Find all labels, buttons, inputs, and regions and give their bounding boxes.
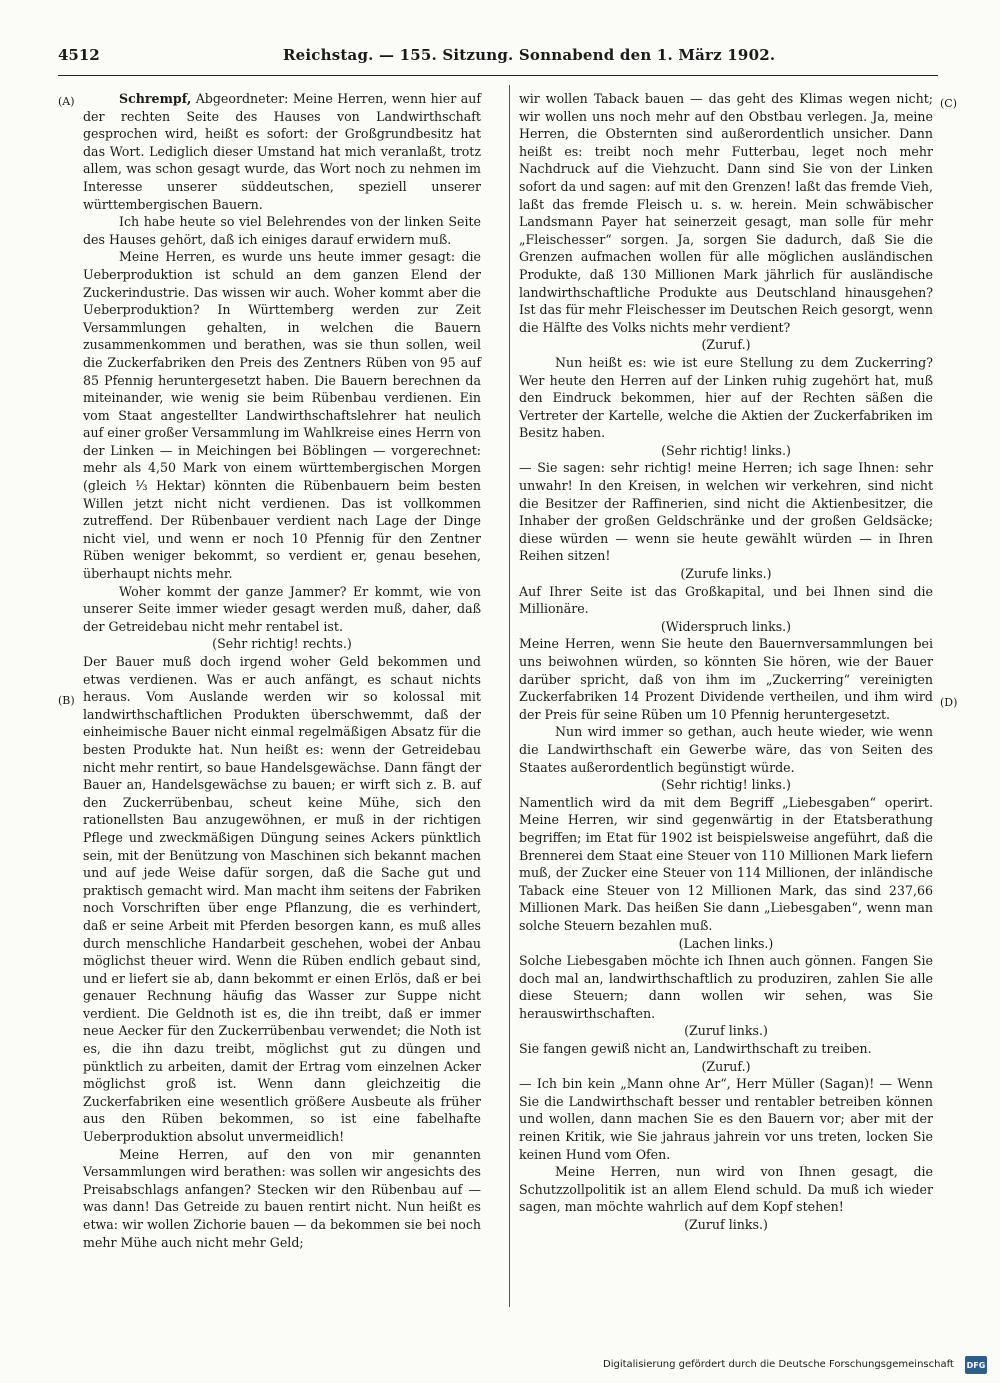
interjection: (Lachen links.) [678,935,774,951]
interjection: (Zuruf.) [701,337,751,353]
margin-marker-c: (C) [940,97,957,110]
paragraph: Sie fangen gewiß nicht an, Landwirthschaft zu treiben. [519,1041,872,1057]
paragraph: Meine Herren, es wurde uns heute immer gesagt: die Ueberproduktion ist schuld an dem ganzen Elend der Zuckerindustrie. Das wissen wir auch. Woher kommt aber die Ueberproduktion? In Württemberg werden zur Zeit Versammlungen gehalten, in welchen die Bauern zusammenkommen und berathen, was sie thun sollen, weil die Zuckerfabriken den Preis des Zentners Rüben von 95 auf 85 Pfennig heruntergesetzt haben. Die Bauern berechnen da miteinander, wie wenig sie beim Rübenbau verdienen. Ein vom Staat angestellter Landwirthschaftslehrer hat neulich auf einer großer Versammlung im Wahlkreise eines Herrn von der Linken — in Meichingen bei Böblingen — vorgerechnet: mehr als 4,50 Mark von einem württembergischen Morgen (gleich ⅓ Hektar) könnten die Rübenbauern beim besten Willen jetzt nicht nicht verdienen. Das ist vollkommen zutreffend. Der Rübenbauer verdient nach Lage der Dinge nicht viel, und wenn er noch 10 Pfennig für den Zentner Rüben weniger bekommt, so verdient er, genau besehen, überhaupt nichts mehr. [83,249,481,582]
interjection: (Sehr richtig! rechts.) [212,636,352,652]
left-column [83,90,481,1251]
interjection: (Widerspruch links.) [660,618,792,634]
column-divider [509,85,510,1307]
paragraph: Meine Herren, wenn Sie heute den Bauernversammlungen bei uns beiwohnen würden, so könnten Sie hören, wie der Bauer darüber spricht, daß von ihm im „Zuckerring“ vereinigten Zuckerfabriken 14 Prozent Dividende vertheilen, und ihm wird der Preis für seine Rüben um 10 Pfennig heruntergesetzt. [519,636,933,722]
paragraph [83,90,481,213]
paragraph: Nun heißt es: wie ist eure Stellung zu dem Zuckerring? Wer heute den Herren auf der Linken ruhig zugehört hat, muß den Eindruck bekommen, hier auf der Rechten säßen die Vertreter der Kartelle, welche die Aktien der Zuckerfabriken im Besitz haben. [519,354,933,441]
margin-marker-d: (D) [940,696,958,709]
interjection: (Zuruf links.) [684,1217,768,1232]
interjection: (Zurufe links.) [680,566,772,582]
page-footer [603,1356,987,1376]
page-header [58,46,938,70]
paragraph: — Ich bin kein „Mann ohne Ar“, Herr Müller (Sagan)! — Wenn Sie die Landwirthschaft besser und rentabler betreiben können und wollen, dann machen Sie es den Bauern vor; aber mit der reinen Kritik, wie Sie jahraus jahrein vor uns treten, locken Sie keinen Hund vom Ofen. [519,1076,933,1162]
footer-credit: Digitalisierung gefördert durch die Deutsche Forschungsgemeinschaft [603,1359,954,1370]
running-title: Reichstag. — 155. Sitzung. Sonnabend den 1. März 1902. [283,46,776,64]
right-column [519,90,933,1234]
margin-marker-a: (A) [58,95,75,108]
header-rule [58,75,938,76]
interjection: (Zuruf.) [701,1058,751,1074]
paragraph: Meine Herren, nun wird von Ihnen gesagt, die Schutzzollpolitik ist an allem Elend schuld. Da muß ich wieder sagen, man möchte wahrlich auf dem Kopf stehen! [519,1164,933,1215]
speaker-name: Schrempf, [119,91,192,106]
interjection: (Sehr richtig! links.) [661,442,791,458]
interjection: (Zuruf links.) [684,1023,768,1039]
interjection: (Sehr richtig! links.) [661,777,791,793]
page-number: 4512 [58,46,100,64]
dfg-logo-icon: DFG [965,1356,987,1374]
paragraph: Woher kommt der ganze Jammer? Er kommt, wie von unserer Seite immer wieder gesagt werden muß, daher, daß der Getreidebau nicht mehr rentabel ist. [83,583,481,634]
paragraph: Auf Ihrer Seite ist das Großkapital, und bei Ihnen sind die Millionäre. [519,583,933,617]
paragraph: Solche Liebesgaben möchte ich Ihnen auch gönnen. Fangen Sie doch mal an, landwirthschaftlich zu produziren, zahlen Sie alle diese Steuern; dann wollen wir sehen, was Sie herauswirthschaften. [519,953,933,1021]
paragraph: Ich habe heute so viel Belehrendes von der linken Seite des Hauses gehört, daß ich einiges darauf erwidern muß. [83,214,481,247]
paragraph: Namentlich wird da mit dem Begriff „Liebesgaben“ operirt. Meine Herren, wir sind gegenwärtig in der Etatsberathung begriffen; im Etat für 1902 ist beispielsweise angeführt, daß die Brennerei dem Staat eine Steuer von 110 Millionen Mark liefern muß, der Zucker eine Steuer von 114 Millionen, der inländische Taback eine Steuer von 12 Millionen Mark, das sind 237,66 Millionen Mark. Das heißen Sie dann „Liebesgaben“, wenn man solche Steuern bezahlen muß. [519,794,933,933]
speech-text: Abgeordneter: Meine Herren, wenn hier auf der rechten Seite des Hauses von Landwirthschaft gesprochen wird, heißt es sofort: der Großgrundbesitz hat das Wort. Lediglich dieser Umstand hat mich veranlaßt, trotz allem, was schon gesagt wurde, das Wort noch zu nehmen im Interesse unserer süddeutschen, speziell unserer württembergischen Bauern. [83,91,481,212]
paragraph: — Sie sagen: sehr richtig! meine Herren; ich sage Ihnen: sehr unwahr! In den Kreisen, in welchen wir verkehren, sind nicht die Besitzer der Raffinerien, sind nicht die Aktienbesitzer, die Inhaber der großen Geldschränke und der großen Geldsäcke; diese würden — wenn sie heute gewählt würden — in Ihren Reihen sitzen! [519,460,933,564]
paragraph: Meine Herren, auf den von mir genannten Versammlungen wird berathen: was sollen wir angesichts des Preisabschlags anfangen? Stecken wir den Rübenbau auf — was dann! Das Getreide zu bauen rentirt nicht. Nun heißt es etwa: wir wollen Zichorie bauen — da bekommen sie bei noch mehr Mühe auch nicht mehr Geld; [83,1146,481,1250]
paragraph: Nun wird immer so gethan, auch heute wieder, wie wenn die Landwirthschaft ein Gewerbe wäre, das von Seiten des Staates außerordentlich begünstigt würde. [519,724,933,775]
paragraph: Der Bauer muß doch irgend woher Geld bekommen und etwas verdienen. Was er auch anfängt, es schaut nichts heraus. Vom Auslande werden wir so kolossal mit landwirthschaftlichen Produkten überschwemmt, daß der einheimische Bauer nicht einmal regelmäßigen Absatz für die besten Produkte hat. Nun heißt es: wenn der Getreidebau nicht mehr rentirt, so baue Handelsgewächse. Dann fängt der Bauer an, Handelsgewächse zu bauen; er wirft sich z. B. auf den Zuckerrübenbau, scheut keine Mühe, sich den rationellsten Bau anzugewöhnen, er muß in der richtigen Pflege und zweckmäßigen Düngung seines Ackers pünktlich sein, mit der Benützung von Maschinen sich bekannt machen und auf jede Weise dafür sorgen, daß die Sache gut und praktisch gemacht wird. Man macht ihm seitens der Fabriken noch Vorschriften über enge Pflanzung, die es verhindert, daß er seine Arbeit mit Pferden besorgen kann, es muß alles durch menschliche Handarbeit geschehen, wobei der Anbau möglichst theuer wird. Wenn die Rüben endlich gebaut sind, und er liefert sie ab, dann bekommt er einen Erlös, daß er bei genauer Rechnung häufig das Wasser zur Suppe nicht verdient. Die Geldnoth ist es, die ihn treibt, daß er immer neue Aecker für den Zuckerrübenbau verwendet; die Noth ist es, die ihn dazu treibt, möglichst gut zu düngen und pünktlich zu arbeiten, damit der Ertrag vom einzelnen Acker möglichst groß ist. Wenn dann gleichzeitig die Zuckerfabriken eine wesentlich größere Ausbeute als früher aus den Rüben bekommen, so ist eine fabelhafte Ueberproduktion absolut unvermeidlich! [83,654,481,1145]
paragraph: wir wollen Taback bauen — das geht des Klimas wegen nicht; wir wollen uns noch mehr auf den Obstbau verlegen. Ja, meine Herren, die Obsternten sind außerordentlich unsicher. Dann heißt es: treibt noch mehr Futterbau, leget noch mehr Nachdruck auf die Viehzucht. Dann sind Sie von der Linken sofort da und sagen: auf mit den Grenzen! laßt das fremde Vieh, laßt das fremde Fleisch u. s. w. herein. Mein schwäbischer Landsmann Payer hat seinerzeit gesagt, man solle für mehr „Fleischesser“ sorgen. Ja, sorgen Sie dadurch, daß Sie die Grenzen aufmachen wollen für alle möglichen ausländischen Produkte, daß 130 Millionen Mark jährlich für ausländische landwirthschaftliche Produkte aus Deutschland hinausgehen? Ist das für mehr Fleischesser im Deutschen Reich gesorgt, wenn die Hälfte des Volks nichts mehr verdient? [519,91,933,335]
margin-marker-b: (B) [58,694,75,707]
